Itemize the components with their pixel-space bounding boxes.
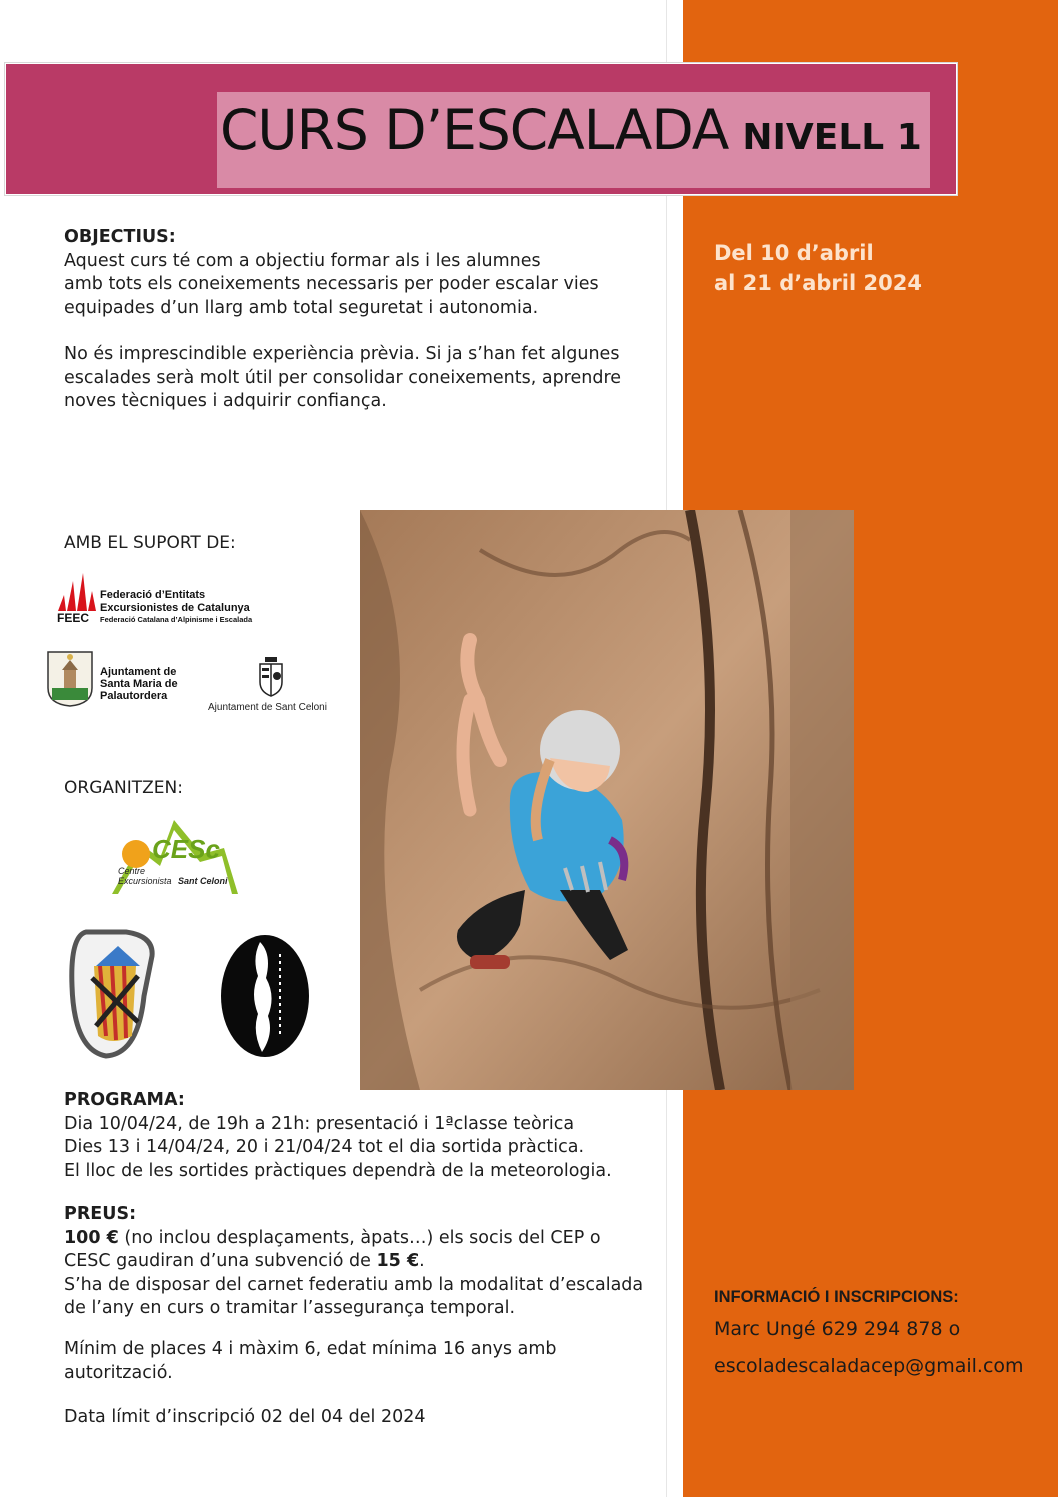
program-line: El lloc de les sortides pràctiques dependrà de la meteorologia.	[64, 1160, 612, 1181]
silhouette-oval-icon	[220, 934, 310, 1058]
santa-maria-name	[100, 666, 178, 702]
prices-line-1	[64, 1227, 664, 1251]
feec-line-2: Excursionistes de Catalunya	[100, 602, 250, 614]
prices-line-3: S’ha de disposar del carnet federatiu amb la modalitat d’escalada	[64, 1274, 644, 1295]
cesc-name	[118, 866, 228, 886]
cep-logo	[66, 926, 158, 1062]
cesc-line-2: Excursionista	[118, 876, 172, 886]
prices-line-2	[64, 1250, 664, 1274]
prices-section	[64, 1203, 664, 1321]
objectives-line: amb tots els coneixements necessaris per poder escalar vies	[64, 274, 599, 294]
feec-logo	[56, 573, 256, 629]
program-heading: PROGRAMA:	[64, 1090, 185, 1110]
objectives-note-line: escalades serà molt útil per consolidar coneixements, aprendre	[64, 367, 622, 388]
feec-line-3: Federació Catalana d’Alpinisme i Escalada	[100, 615, 253, 624]
club-oval-logo	[220, 934, 310, 1058]
municipal-shield-icon	[46, 648, 94, 708]
cesc-line-3: Sant Celoni	[178, 876, 228, 886]
sant-celoni-logo	[208, 656, 338, 716]
cep-carabiner-icon	[66, 926, 158, 1062]
santa-maria-logo	[46, 648, 196, 708]
objectives-line: Aquest curs té com a objectiu formar als i les alumnes	[64, 250, 541, 271]
places-line-2: autorització.	[64, 1362, 173, 1383]
date-line-2: al 21 d’abril 2024	[714, 271, 922, 295]
course-dates	[714, 238, 1044, 298]
page-title	[220, 98, 920, 178]
objectives-heading: OBJECTIUS:	[64, 227, 176, 247]
course-level: NIVELL 1	[742, 117, 922, 158]
sant-celoni-name: Ajuntament de Sant Celoni	[208, 702, 327, 713]
places-line-1: Mínim de places 4 i màxim 6, edat mínima 16 anys amb	[64, 1339, 557, 1359]
cesc-logo	[112, 814, 238, 894]
program-section	[64, 1089, 664, 1183]
places-section	[64, 1338, 664, 1385]
price-description: (no inclou desplaçaments, àpats…) els socis del CEP o	[118, 1227, 601, 1248]
santa-maria-line-3: Palautordera	[100, 690, 168, 702]
registration-deadline: Data límit d’inscripció 02 del 04 del 2024	[64, 1407, 426, 1427]
discount-end: .	[419, 1251, 425, 1271]
prices-heading: PREUS:	[64, 1204, 137, 1224]
feec-name	[100, 589, 252, 625]
sant-celoni-shield-icon	[256, 656, 286, 698]
contact-email[interactable]: escoladescaladacep@gmail.com	[714, 1355, 1024, 1377]
cesc-line-1: Centre	[118, 866, 146, 876]
program-line: Dies 13 i 14/04/24, 20 i 21/04/24 tot el dia sortida pràctica.	[64, 1137, 585, 1157]
program-line: Dia 10/04/24, de 19h a 21h: presentació i 1ªclasse teòrica	[64, 1113, 575, 1134]
course-title: CURS D’ESCALADA	[220, 98, 729, 162]
climber-photo-illustration	[360, 510, 854, 1090]
contact-name-phone: Marc Ungé 629 294 878 o	[714, 1318, 961, 1340]
santa-maria-line-2: Santa Maria de	[100, 678, 178, 690]
objectives-section	[64, 226, 654, 414]
objectives-note-line: noves tècniques i adquirir confiança.	[64, 391, 387, 411]
support-label: AMB EL SUPORT DE:	[64, 533, 236, 553]
price-value: 100 €	[64, 1227, 119, 1248]
discount-value: 15 €	[376, 1251, 420, 1271]
discount-intro: CESC gaudiran d’una subvenció de	[64, 1251, 377, 1271]
santa-maria-line-1: Ajuntament de	[100, 666, 177, 678]
climber-photo	[360, 510, 854, 1090]
feec-line-1: Federació d’Entitats	[100, 589, 206, 601]
date-line-1: Del 10 d’abril	[714, 241, 874, 265]
prices-line-4: de l’any en curs o tramitar l’assegurança temporal.	[64, 1298, 516, 1318]
cesc-abbr: CESc	[152, 834, 220, 864]
contact-heading: INFORMACIÓ I INSCRIPCIONS:	[714, 1288, 959, 1306]
organizers-label: ORGANITZEN:	[64, 778, 183, 798]
objectives-note-line: No és imprescindible experiència prèvia. Si ja s’han fet algunes	[64, 344, 620, 364]
feec-abbr: FEEC	[57, 611, 90, 625]
objectives-line: equipades d’un llarg amb total seguretat i autonomia.	[64, 297, 539, 318]
